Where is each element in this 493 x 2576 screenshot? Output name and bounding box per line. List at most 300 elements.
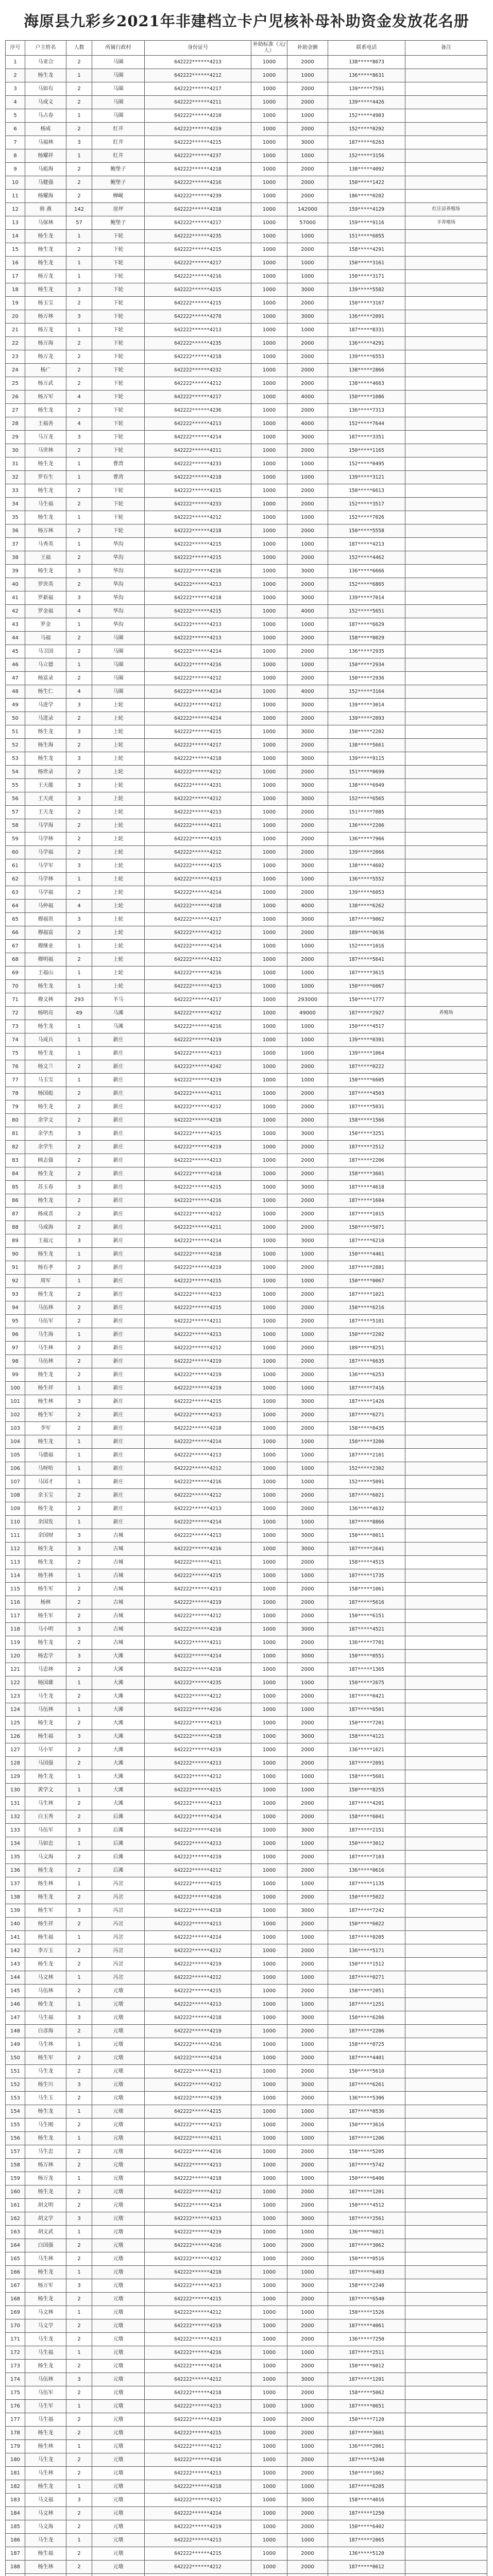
table-row: [6, 725, 487, 739]
cell-remark: [405, 1368, 487, 1382]
cell-index: 164: [6, 2239, 25, 2252]
cell-household-name: 杨生龙: [25, 2266, 66, 2279]
cell-household-name: 马学福: [25, 886, 66, 900]
cell-household-name: 杨生龙: [25, 2293, 66, 2306]
cell-village: 红井: [92, 149, 145, 163]
cell-person-count: 1: [66, 1770, 92, 1784]
cell-standard: 1000: [251, 257, 287, 270]
cell-person-count: 1: [66, 109, 92, 123]
cell-household-name: 杨生龙: [25, 283, 66, 297]
cell-household-name: 杨万军: [25, 2279, 66, 2293]
cell-person-count: 2: [66, 2065, 92, 2078]
cell-village: 下轮: [92, 498, 145, 511]
cell-person-count: 2: [66, 1141, 92, 1154]
table-row: [6, 82, 487, 96]
cell-id-number: 642222******4216: [145, 2145, 251, 2159]
cell-person-count: 2: [66, 364, 92, 377]
cell-village: 元墩: [92, 2065, 145, 2078]
cell-person-count: 1: [66, 2172, 92, 2185]
cell-id-number: 642222******4213: [145, 1288, 251, 1301]
cell-index: 117: [6, 1609, 25, 1623]
cell-amount: 1000: [287, 2306, 328, 2319]
cell-standard: 1000: [251, 404, 287, 417]
cell-person-count: 2: [66, 1851, 92, 1864]
cell-index: 157: [6, 2145, 25, 2159]
cell-person-count: 1: [66, 2105, 92, 2119]
cell-amount: 2000: [287, 1864, 328, 1877]
cell-id-number: 642222******4215: [145, 1569, 251, 1583]
cell-index: 4: [6, 96, 25, 109]
cell-id-number: 642222******4214: [145, 2360, 251, 2373]
cell-household-name: 马小明: [25, 1623, 66, 1636]
cell-household-name: 杨万林: [25, 2159, 66, 2172]
cell-household-name: 杨生福: [25, 1730, 66, 1743]
cell-phone: 151*****6055: [328, 230, 405, 243]
cell-index: 124: [6, 1703, 25, 1717]
cell-household-name: 杨生祥: [25, 1382, 66, 1395]
cell-standard: 1000: [251, 2119, 287, 2132]
cell-id-number: 642222******4231: [145, 779, 251, 792]
cell-person-count: 3: [66, 1127, 92, 1141]
cell-household-name: 马生林: [25, 2038, 66, 2052]
cell-index: 22: [6, 337, 25, 350]
cell-amount: 1000: [287, 2105, 328, 2119]
cell-index: 2: [6, 69, 25, 82]
cell-household-name: 马如有: [25, 82, 66, 96]
cell-phone: 152*****7644: [328, 417, 405, 431]
column-header-village: 所属行政村: [92, 41, 145, 56]
cell-household-name: 罗新福: [25, 591, 66, 605]
table-row: [6, 1623, 487, 1636]
cell-village: 元墩: [92, 2507, 145, 2520]
cell-amount: 2000: [287, 243, 328, 257]
cell-standard: 1000: [251, 1328, 287, 1342]
cell-index: 116: [6, 1596, 25, 1609]
cell-id-number: 642222******4215: [145, 243, 251, 257]
cell-household-name: 杨生龙: [25, 1248, 66, 1261]
cell-standard: 1000: [251, 2185, 287, 2199]
table-row: [6, 149, 487, 163]
cell-standard: 1000: [251, 56, 287, 69]
cell-person-count: 1: [66, 1275, 92, 1288]
cell-id-number: 642222******4218: [145, 1422, 251, 1435]
cell-standard: 1000: [251, 1556, 287, 1569]
cell-village: 新庄: [92, 1167, 145, 1181]
cell-person-count: 1: [66, 940, 92, 953]
cell-phone: 187*****2065: [328, 2534, 405, 2547]
cell-index: 46: [6, 658, 25, 672]
cell-id-number: 642222******4216: [145, 1703, 251, 1717]
cell-remark: [405, 833, 487, 846]
cell-person-count: 2: [66, 1208, 92, 1221]
cell-person-count: 2: [66, 377, 92, 391]
cell-person-count: 49: [66, 1007, 92, 1020]
cell-amount: 2000: [287, 2561, 328, 2574]
table-row: [6, 1556, 487, 1569]
cell-person-count: 2: [66, 297, 92, 310]
cell-village: 大滩: [92, 1703, 145, 1717]
cell-index: 50: [6, 712, 25, 725]
table-row: [6, 993, 487, 1007]
cell-index: 1: [6, 56, 25, 69]
cell-id-number: 642222******4213: [145, 1047, 251, 1060]
cell-remark: [405, 431, 487, 444]
cell-village: 鲍堡子: [92, 163, 145, 176]
cell-person-count: 1: [66, 618, 92, 632]
cell-household-name: 马文学: [25, 2319, 66, 2333]
cell-person-count: 1: [66, 1020, 92, 1033]
cell-village: 新庄: [92, 1395, 145, 1409]
cell-household-name: 杨生林: [25, 2561, 66, 2574]
cell-amount: 2000: [287, 190, 328, 203]
cell-remark: [405, 1047, 487, 1060]
cell-phone: 136*****2061: [328, 2440, 405, 2453]
cell-id-number: 642222******4215: [145, 725, 251, 739]
cell-phone: 187*****6629: [328, 618, 405, 632]
cell-phone: 152*****1016: [328, 940, 405, 953]
table-row: [6, 1609, 487, 1623]
cell-person-count: 2: [66, 1502, 92, 1516]
cell-household-name: 杨生龙: [25, 257, 66, 270]
cell-id-number: 642222******4213: [145, 2400, 251, 2413]
table-row: [6, 1409, 487, 1422]
cell-household-name: 马进学: [25, 699, 66, 712]
cell-index: 129: [6, 1770, 25, 1784]
cell-amount: 1000: [287, 270, 328, 283]
cell-household-name: 杨生龙: [25, 1047, 66, 1060]
table-row: [6, 2052, 487, 2065]
cell-standard: 1000: [251, 2239, 287, 2252]
cell-standard: 1000: [251, 632, 287, 645]
cell-person-count: 4: [66, 900, 92, 913]
cell-village: 冯岔: [92, 1931, 145, 1944]
table-row: [6, 431, 487, 444]
cell-index: 28: [6, 417, 25, 431]
cell-id-number: 642222******4212: [145, 2494, 251, 2507]
cell-person-count: 2: [66, 1797, 92, 1810]
cell-index: 5: [6, 109, 25, 123]
cell-remark: [405, 2199, 487, 2212]
cell-household-name: 杨生林: [25, 1877, 66, 1891]
cell-id-number: 642222******4213: [145, 578, 251, 591]
table-row: [6, 391, 487, 404]
cell-person-count: 3: [66, 1730, 92, 1743]
cell-person-count: 4: [66, 391, 92, 404]
cell-village: 下轮: [92, 270, 145, 283]
cell-household-name: 杨万林: [25, 310, 66, 324]
cell-village: 鲍堡子: [92, 176, 145, 190]
cell-standard: 1000: [251, 511, 287, 524]
cell-phone: 158*****4515: [328, 1556, 405, 1569]
cell-amount: 1000: [287, 1074, 328, 1087]
cell-id-number: 642222******4219: [145, 1261, 251, 1275]
cell-id-number: 642222******4215: [145, 1877, 251, 1891]
cell-remark: [405, 82, 487, 96]
cell-phone: 159*****9116: [328, 216, 405, 230]
cell-standard: 1000: [251, 2534, 287, 2547]
cell-id-number: 642222******4278: [145, 310, 251, 324]
cell-index: 170: [6, 2319, 25, 2333]
cell-id-number: 642222******4213: [145, 1583, 251, 1596]
cell-amount: 3000: [287, 2011, 328, 2025]
column-header-amount: 补助金额: [287, 41, 328, 56]
cell-standard: 1000: [251, 725, 287, 739]
cell-household-name: 苏玉春: [25, 1181, 66, 1194]
cell-remark: [405, 1931, 487, 1944]
cell-phone: 138*****5661: [328, 739, 405, 752]
cell-remark: [405, 1918, 487, 1931]
cell-remark: [405, 457, 487, 471]
cell-id-number: 642222******4219: [145, 2025, 251, 2038]
cell-remark: [405, 538, 487, 551]
cell-index: 89: [6, 1234, 25, 1248]
cell-amount: [287, 2574, 328, 2576]
cell-id-number: 642222******4213: [145, 2212, 251, 2226]
cell-village: 大滩: [92, 1663, 145, 1676]
table-row: [6, 1971, 487, 1985]
cell-remark: [405, 1891, 487, 1904]
cell-id-number: 642222******4218: [145, 350, 251, 364]
table-row: [6, 498, 487, 511]
cell-id-number: 642222******4213: [145, 2333, 251, 2346]
cell-person-count: 2: [66, 1717, 92, 1730]
cell-remark: [405, 56, 487, 69]
cell-standard: 1000: [251, 1958, 287, 1971]
cell-remark: [405, 819, 487, 833]
cell-id-number: 642222******4213: [145, 873, 251, 886]
subsidy-table: [5, 40, 487, 2576]
cell-remark: [405, 350, 487, 364]
cell-remark: [405, 471, 487, 484]
cell-amount: 2000: [287, 1315, 328, 1328]
table-row: [6, 337, 487, 350]
cell-village: 上轮: [92, 886, 145, 900]
cell-phone: 150*****1526: [328, 2306, 405, 2319]
cell-phone: 150*****2202: [328, 725, 405, 739]
cell-person-count: 2: [66, 2052, 92, 2065]
table-row: [6, 457, 487, 471]
cell-standard: 1000: [251, 1824, 287, 1837]
cell-id-number: 642222******4217: [145, 913, 251, 926]
cell-amount: 1000: [287, 1784, 328, 1797]
cell-household-name: 马成义: [25, 96, 66, 109]
cell-standard: 1000: [251, 1127, 287, 1141]
cell-phone: 187*****4401: [328, 2052, 405, 2065]
cell-amount: 1000: [287, 2266, 328, 2279]
table-row: [6, 1181, 487, 1194]
cell-standard: 1000: [251, 444, 287, 457]
cell-phone: 150*****3012: [328, 1837, 405, 1851]
cell-standard: 1000: [251, 699, 287, 712]
cell-remark: [405, 886, 487, 900]
cell-id-number: 642222******4213: [145, 1409, 251, 1422]
cell-amount: 2000: [287, 953, 328, 967]
cell-phone: 138*****2866: [328, 364, 405, 377]
cell-index: 160: [6, 2185, 25, 2199]
cell-village: 冯岔: [92, 1904, 145, 1918]
cell-household-name: 杨生龙: [25, 1020, 66, 1033]
table-row: [6, 1288, 487, 1301]
cell-person-count: 2: [66, 712, 92, 725]
cell-standard: 1000: [251, 1502, 287, 1516]
cell-standard: 1000: [251, 484, 287, 498]
cell-phone: 150*****5558: [328, 524, 405, 538]
cell-person-count: 1: [66, 1516, 92, 1529]
cell-index: 181: [6, 2467, 25, 2480]
cell-index: 155: [6, 2119, 25, 2132]
cell-index: 148: [6, 2025, 25, 2038]
table-row: [6, 712, 487, 725]
cell-standard: 1000: [251, 2092, 287, 2105]
cell-amount: 2000: [287, 672, 328, 685]
cell-phone: 187*****1250: [328, 2507, 405, 2520]
cell-household-name: 马文海: [25, 1851, 66, 1864]
cell-index: 56: [6, 792, 25, 806]
cell-household-name: 杨生军: [25, 1904, 66, 1918]
cell-person-count: 3: [66, 2373, 92, 2386]
cell-id-number: 642222******4214: [145, 431, 251, 444]
cell-amount: 2000: [287, 96, 328, 109]
cell-village: 新庄: [92, 1248, 145, 1261]
cell-standard: 1000: [251, 1355, 287, 1368]
cell-standard: 1000: [251, 1770, 287, 1784]
cell-household-name: 杨世录: [25, 766, 66, 779]
cell-index: 39: [6, 565, 25, 578]
table-row: [6, 2467, 487, 2480]
table-row: [6, 792, 487, 806]
cell-amount: 2000: [287, 1221, 328, 1234]
cell-person-count: 3: [66, 565, 92, 578]
cell-index: 137: [6, 1877, 25, 1891]
table-row: [6, 2520, 487, 2534]
cell-index: 31: [6, 457, 25, 471]
cell-person-count: 3: [66, 1650, 92, 1663]
cell-amount: 1000: [287, 1328, 328, 1342]
cell-phone: 187*****1201: [328, 2185, 405, 2199]
cell-phone: 152*****2302: [328, 1462, 405, 1476]
cell-index: 113: [6, 1556, 25, 1569]
cell-remark: [405, 2333, 487, 2346]
cell-id-number: 642222******4211: [145, 2132, 251, 2145]
cell-phone: 136*****6666: [328, 565, 405, 578]
cell-household-name: 杨生龙: [25, 243, 66, 257]
cell-remark: [405, 940, 487, 953]
cell-remark: [405, 725, 487, 739]
cell-amount: 1000: [287, 2226, 328, 2239]
cell-index: 93: [6, 1288, 25, 1301]
cell-person-count: 2: [66, 1301, 92, 1315]
cell-phone: 187*****5101: [328, 1315, 405, 1328]
cell-standard: 1000: [251, 846, 287, 859]
cell-village: 马圈: [92, 672, 145, 685]
table-row: [6, 1020, 487, 1033]
cell-phone: 152*****3156: [328, 149, 405, 163]
cell-id-number: 642222******4213: [145, 324, 251, 337]
cell-person-count: 1: [66, 1569, 92, 1583]
cell-amount: 1000: [287, 2400, 328, 2413]
cell-remark: [405, 1797, 487, 1810]
cell-index: 70: [6, 980, 25, 993]
cell-index: 172: [6, 2346, 25, 2360]
cell-index: 87: [6, 1208, 25, 1221]
cell-remark: [405, 846, 487, 859]
cell-person-count: 3: [66, 1234, 92, 1248]
cell-household-name: 李军: [25, 1422, 66, 1435]
cell-standard: 1000: [251, 2172, 287, 2185]
cell-phone: 139*****6053: [328, 886, 405, 900]
cell-index: 96: [6, 1328, 25, 1342]
cell-standard: 1000: [251, 1087, 287, 1100]
cell-phone: 150*****6206: [328, 2011, 405, 2025]
cell-remark: [405, 2011, 487, 2025]
cell-village: 新庄: [92, 1047, 145, 1060]
cell-person-count: 3: [66, 2078, 92, 2092]
cell-standard: 1000: [251, 350, 287, 364]
cell-index: 11: [6, 190, 25, 203]
cell-index: 45: [6, 645, 25, 658]
cell-index: 81: [6, 1127, 25, 1141]
cell-standard: 1000: [251, 819, 287, 833]
cell-village: 元墩: [92, 2494, 145, 2507]
cell-remark: [405, 1543, 487, 1556]
cell-id-number: 642222******4214: [145, 1810, 251, 1824]
table-row: [6, 1100, 487, 1114]
cell-index: 71: [6, 993, 25, 1007]
cell-household-name: 马国强: [25, 1757, 66, 1770]
cell-village: 上轮: [92, 752, 145, 766]
cell-index: 128: [6, 1757, 25, 1770]
cell-village: 上轮: [92, 792, 145, 806]
cell-amount: 3000: [287, 2373, 328, 2386]
cell-amount: 2000: [287, 1355, 328, 1368]
cell-amount: 4000: [287, 391, 328, 404]
cell-remark: [405, 1033, 487, 1047]
cell-phone: 150*****6012: [328, 2360, 405, 2373]
cell-standard: 1000: [251, 1797, 287, 1810]
cell-remark: [405, 792, 487, 806]
cell-standard: 1000: [251, 1998, 287, 2011]
cell-phone: 187*****5641: [328, 953, 405, 967]
table-row: [6, 2105, 487, 2119]
table-row: [6, 2145, 487, 2159]
cell-household-name: 马成兵: [25, 1033, 66, 1047]
cell-phone: 187*****7103: [328, 1851, 405, 1864]
cell-village: 元墩: [92, 2119, 145, 2132]
table-row: [6, 1918, 487, 1931]
cell-amount: 1000: [287, 230, 328, 243]
cell-amount: 1000: [287, 1020, 328, 1033]
cell-standard: 1000: [251, 618, 287, 632]
cell-index: 161: [6, 2199, 25, 2212]
cell-amount: 1000: [287, 1047, 328, 1060]
cell-household-name: 马生龙: [25, 2453, 66, 2467]
cell-id-number: 642222******4211: [145, 1315, 251, 1328]
cell-village: 元墩: [92, 2239, 145, 2252]
cell-standard: 1000: [251, 1851, 287, 1864]
cell-id-number: 642222******4213: [145, 1717, 251, 1730]
cell-village: 新庄: [92, 1288, 145, 1301]
cell-household-name: 杨生龙: [25, 2427, 66, 2440]
cell-standard: 1000: [251, 2467, 287, 2480]
cell-standard: 1000: [251, 524, 287, 538]
cell-household-name: 马忠林: [25, 1663, 66, 1676]
table-row: [6, 1636, 487, 1650]
table-row: [6, 2400, 487, 2413]
cell-phone: 152*****0292: [328, 123, 405, 136]
cell-phone: 187*****6210: [328, 1234, 405, 1248]
cell-phone: 150*****1062: [328, 2467, 405, 2480]
cell-index: 20: [6, 310, 25, 324]
